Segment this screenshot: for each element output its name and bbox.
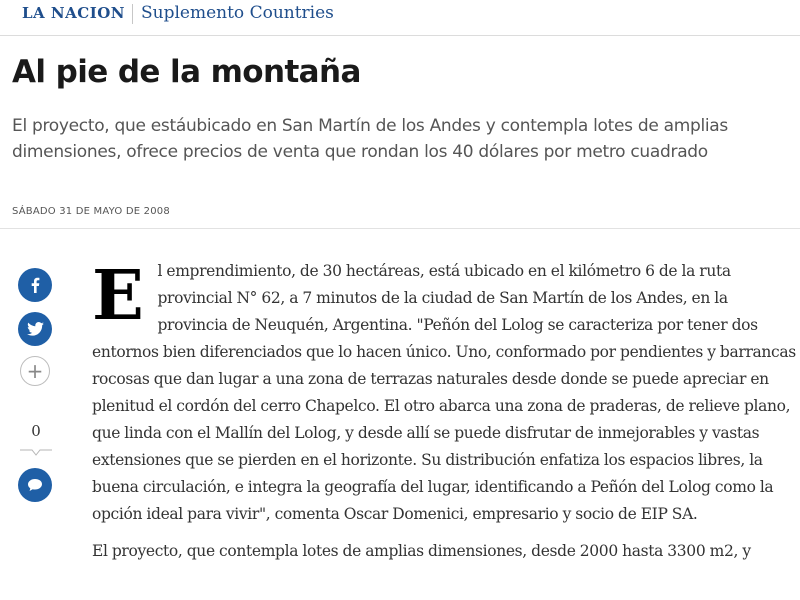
twitter-icon bbox=[27, 322, 44, 336]
share-bar bbox=[18, 268, 54, 386]
comment-count-pointer bbox=[20, 449, 52, 457]
date-divider bbox=[0, 228, 800, 229]
plus-icon: + bbox=[26, 359, 44, 383]
article-paragraph: El proyecto, que contempla lotes de amplias dimensiones, desde 2000 hasta 3300 m2, y bbox=[92, 542, 751, 560]
comment-button[interactable] bbox=[18, 468, 52, 502]
comment-count[interactable]: 0 bbox=[31, 422, 41, 440]
facebook-icon bbox=[28, 277, 42, 293]
facebook-share-button[interactable] bbox=[18, 268, 52, 302]
site-logo[interactable]: LA NACION bbox=[22, 4, 125, 22]
twitter-share-button[interactable] bbox=[18, 312, 52, 346]
comment-bubble-icon bbox=[27, 478, 43, 492]
paragraph-text: l emprendimiento, de 30 hectáreas, está ubicado en el kilómetro 6 de la ruta provincial N° 62, a 7 minutos de la ciudad de San Martín de los Andes, en la provincia de Neuquén, Argentina. "Peñón del Lolog se caracteriza por tener dos entornos bien diferenciados que lo hacen único. Uno, conformado por pendientes y barrancas rocosas que dan lugar a una zona de terrazas naturales desde donde se puede apreciar en plenitud el cordón del cerro Chapelco. El otro abarca una zona de praderas, de relieve plano, que linda con el Mallín del Lolog, y desde allí se puede disfrutar de inmejorables y vastas extensiones que se pierden en el horizonte. Su distribución enfatiza los espacios libres, la buena circulación, e integra la geografía del lugar, identificando a Peñón del Lolog como la opción ideal para vivir", comenta Oscar Domenici, empresario y socio de EIP SA. bbox=[92, 262, 796, 523]
more-share-button[interactable] bbox=[20, 356, 50, 386]
section-link[interactable]: Suplemento Countries bbox=[141, 3, 334, 23]
article-body bbox=[92, 258, 800, 565]
article-title: Al pie de la montaña bbox=[12, 54, 361, 90]
article-lede: El proyecto, que estáubicado en San Martín de los Andes y contempla lotes de amplias dimensiones, ofrece precios de venta que rondan los 40 dólares por metro cuadrado bbox=[12, 116, 728, 162]
logo-divider bbox=[132, 4, 133, 24]
top-bar bbox=[0, 0, 800, 36]
article-paragraph bbox=[92, 258, 800, 528]
article-date: SÁBADO 31 DE MAYO DE 2008 bbox=[12, 206, 170, 217]
drop-cap: E bbox=[92, 256, 144, 336]
